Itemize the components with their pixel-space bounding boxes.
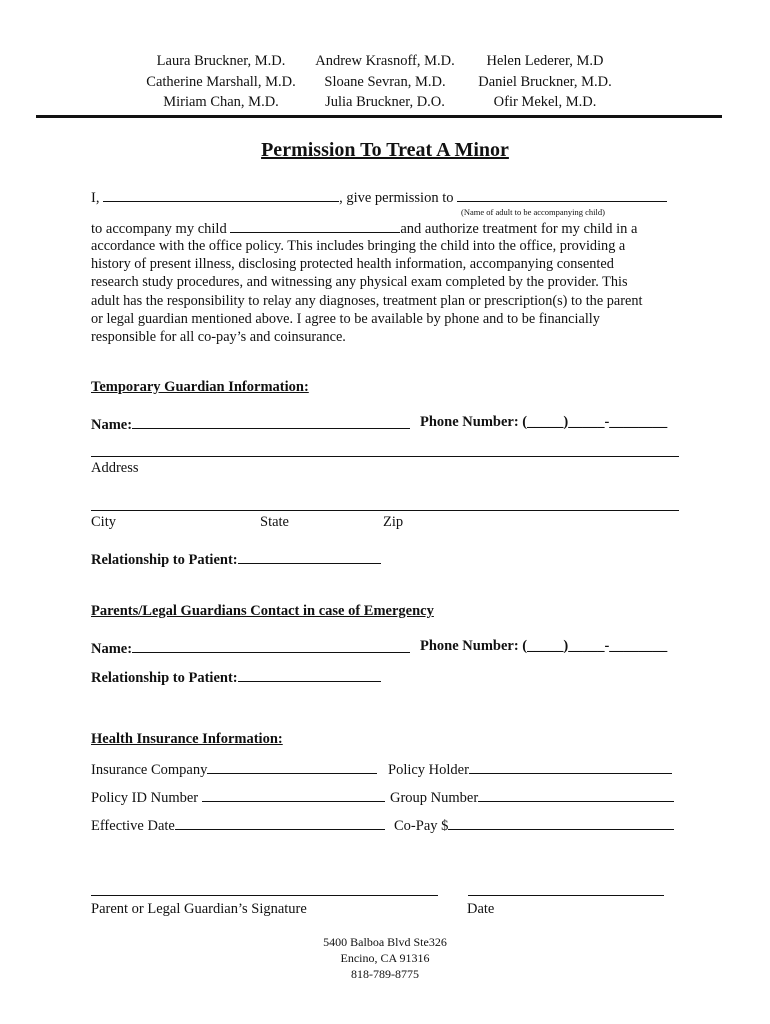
tg-name-label: Name:	[91, 417, 133, 433]
tg-address-label: Address	[91, 460, 139, 476]
ec-phone-field[interactable]: Phone Number: (_____)_____-________	[420, 638, 668, 654]
tg-zip-label: Zip	[383, 514, 404, 530]
copay-row	[394, 815, 674, 835]
physician-name: Helen Lederer, M.D	[486, 53, 604, 69]
copay-field[interactable]	[448, 815, 674, 830]
authorize-text: and authorize treatment for my child in a	[400, 221, 638, 237]
tg-city-state-zip-line[interactable]	[91, 510, 679, 511]
footer-address	[0, 934, 770, 982]
physician-name: Sloane Sevran, M.D.	[324, 73, 446, 90]
paragraph-line: or legal guardian mentioned above. I agree to be available by phone and to be financially	[91, 310, 600, 327]
insurance-company-label: Insurance Company	[91, 762, 208, 778]
effective-date-row	[91, 815, 385, 835]
policy-id-field[interactable]	[202, 787, 385, 802]
tg-relationship-label: Relationship to Patient:	[91, 552, 238, 568]
insurance-heading: Health Insurance Information:	[91, 731, 283, 747]
insurance-company-field[interactable]	[207, 759, 377, 774]
effective-date-label: Effective Date	[91, 818, 175, 834]
group-number-row	[390, 787, 674, 807]
physician-name: Laura Bruckner, M.D.	[156, 53, 286, 69]
paragraph-line: responsible for all co-pay’s and coinsurance.	[91, 329, 346, 346]
intro-child-line	[91, 218, 637, 238]
intro-i-label: I,	[91, 190, 100, 206]
adult-name-note: (Name of adult to be accompanying child)	[461, 207, 605, 217]
ec-name-row	[91, 638, 410, 658]
physician-name: Catherine Marshall, M.D.	[146, 73, 296, 90]
page-title: Permission To Treat A Minor	[261, 139, 509, 161]
adult-name-field[interactable]	[457, 187, 667, 202]
tg-relationship-field[interactable]	[238, 549, 381, 564]
parent-name-field[interactable]	[103, 187, 339, 202]
paragraph-line: accordance with the office policy. This includes bringing the child into the office, providing a	[91, 238, 626, 254]
ec-name-field[interactable]	[132, 638, 410, 653]
intro-line	[91, 187, 667, 207]
ec-name-label: Name:	[91, 641, 133, 657]
accompany-text: to accompany my child	[91, 221, 227, 237]
tg-city-label: City	[91, 514, 116, 530]
date-line[interactable]	[468, 895, 664, 896]
insurance-company-row	[91, 759, 377, 779]
date-label: Date	[467, 901, 495, 917]
ec-relationship-row	[91, 667, 381, 687]
policy-paragraph	[91, 237, 691, 346]
copay-label: Co-Pay $	[394, 818, 449, 834]
child-name-field[interactable]	[230, 218, 400, 233]
effective-date-field[interactable]	[175, 815, 385, 830]
group-number-field[interactable]	[478, 787, 674, 802]
tg-name-row	[91, 414, 410, 434]
tg-address-line[interactable]	[91, 456, 679, 457]
paragraph-line: adult has the responsibility to relay any diagnoses, treatment plan or prescription(s) to the parent	[91, 292, 643, 309]
physician-name: Andrew Krasnoff, M.D.	[315, 53, 455, 69]
policy-id-row	[91, 787, 385, 807]
physician-column-1	[128, 51, 314, 113]
policy-holder-label: Policy Holder	[388, 762, 469, 778]
physician-name: Julia Bruckner, D.O.	[325, 94, 445, 110]
paragraph-line: history of present illness, disclosing protected health information, accompanying consented	[91, 256, 614, 273]
tg-phone-field[interactable]: Phone Number: (_____)_____-________	[420, 414, 668, 430]
header-divider	[36, 115, 722, 118]
tg-state-label: State	[260, 514, 289, 530]
group-number-label: Group Number	[390, 790, 479, 806]
give-permission-text: , give permission to	[339, 190, 454, 206]
physician-name: Ofir Mekel, M.D.	[493, 94, 597, 110]
paragraph-line: research study procedures, and witnessing any physical exam completed by the provider. This	[91, 274, 628, 291]
ec-relationship-label: Relationship to Patient:	[91, 670, 238, 686]
signature-line[interactable]	[91, 895, 438, 896]
physician-name: Daniel Bruckner, M.D.	[478, 73, 612, 90]
footer-address-line-2: Encino, CA 91316	[340, 951, 430, 965]
footer-address-line-1: 5400 Balboa Blvd Ste326	[323, 935, 447, 949]
tg-name-field[interactable]	[132, 414, 410, 429]
ec-relationship-field[interactable]	[238, 667, 381, 682]
temporary-guardian-heading: Temporary Guardian Information:	[91, 379, 309, 395]
physician-column-3	[460, 51, 630, 113]
policy-id-label: Policy ID Number	[91, 790, 199, 806]
physician-name: Miriam Chan, M.D.	[163, 94, 279, 110]
emergency-contact-heading: Parents/Legal Guardians Contact in case of Emergency	[91, 603, 434, 619]
policy-holder-field[interactable]	[469, 759, 672, 774]
tg-relationship-row	[91, 549, 381, 569]
policy-holder-row	[388, 759, 672, 779]
signature-label: Parent or Legal Guardian’s Signature	[91, 901, 307, 917]
footer-phone: 818-789-8775	[351, 967, 419, 981]
physician-column-2	[300, 51, 470, 113]
